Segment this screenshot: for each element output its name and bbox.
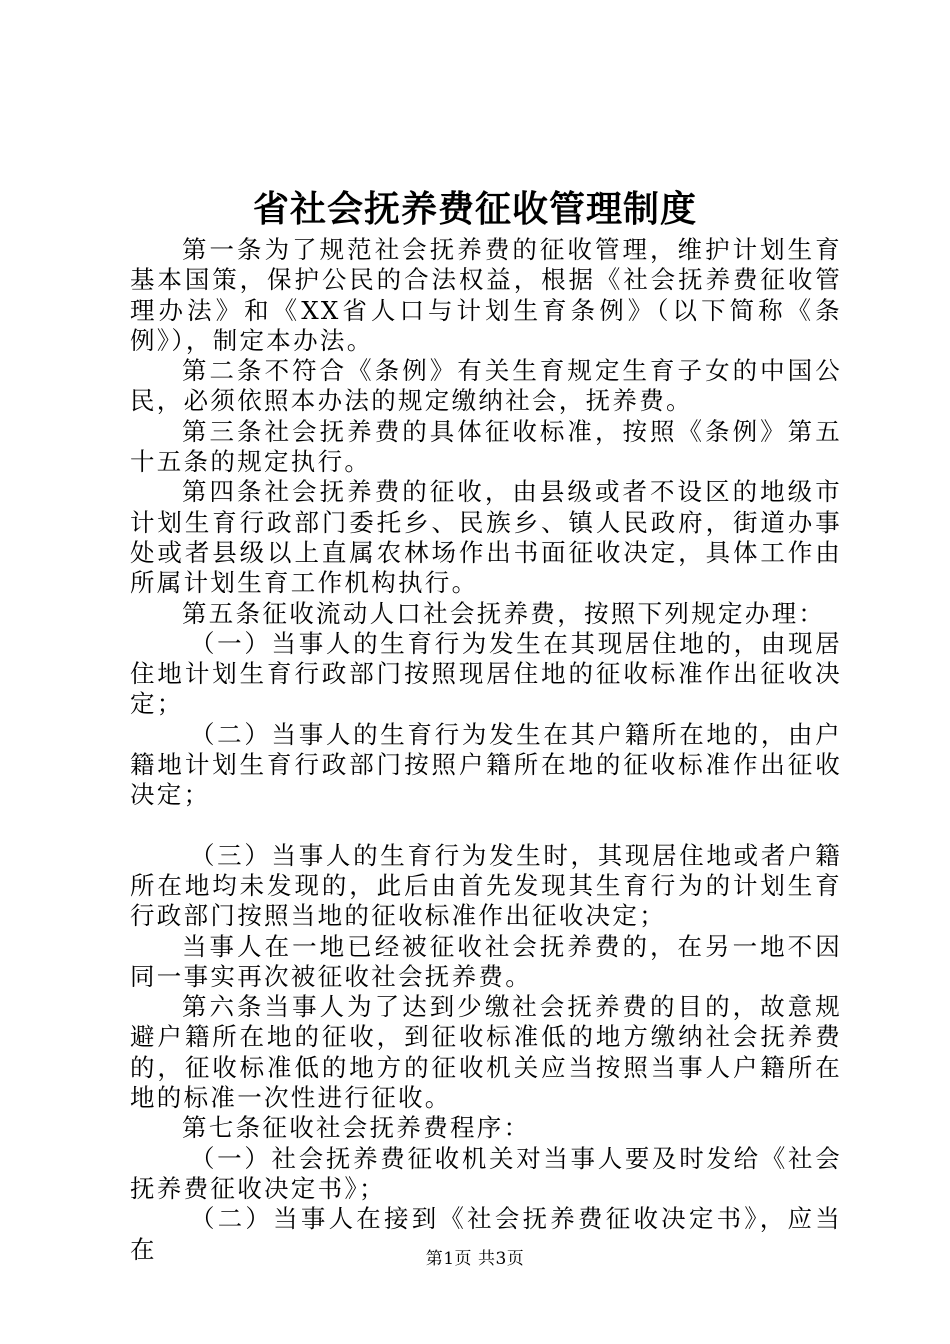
paragraph-article-7-item-1: （一）社会抚养费征收机关对当事人要及时发给《社会抚养费征收决定书》； <box>130 1143 842 1203</box>
paragraph-article-3: 第三条社会抚养费的具体征收标准，按照《条例》第五十五条的规定执行。 <box>130 416 842 477</box>
document-body <box>130 235 842 1265</box>
paragraph-article-7-item-2: （二）当事人在接到《社会抚养费征收决定书》，应当在 <box>130 1204 842 1264</box>
document-title: 省社会抚养费征收管理制度 <box>252 189 697 230</box>
paragraph-article-5-item-1: （一）当事人的生育行为发生在其现居住地的，由现居住地计划生育行政部门按照现居住地的征收标准作出征收决定； <box>130 628 842 719</box>
paragraph-article-5-note: 当事人在一地已经被征收社会抚养费的，在另一地不因同一事实再次被征收社会抚养费。 <box>130 931 842 991</box>
page-number-footer: 第1页 共3页 <box>425 1249 525 1269</box>
paragraph-article-2: 第二条不符合《条例》有关生育规定生育子女的中国公民，必须依照本办法的规定缴纳社会，抚养费。 <box>130 356 842 416</box>
paragraph-article-5-item-2: （二）当事人的生育行为发生在其户籍所在地的，由户籍地计划生育行政部门按照户籍所在地的征收标准作出征收决定； <box>130 719 842 810</box>
paragraph-article-5: 第五条征收流动人口社会抚养费，按照下列规定办理： <box>182 598 826 628</box>
paragraph-article-7: 第七条征收社会抚养费程序： <box>182 1113 531 1143</box>
paragraph-article-4: 第四条社会抚养费的征收，由县级或者不设区的地级市计划生育行政部门委托乡、民族乡、镇人民政府，街道办事处或者县级以上直属农林场作出书面征收决定，具体工作由所属计划生育工作机构执行。 <box>130 477 842 598</box>
paragraph-article-1: 第一条为了规范社会抚养费的征收管理，维护计划生育基本国策，保护公民的合法权益，根据《社会抚养费征收管理办法》和《XX省人口与计划生育条例》（以下简称《条例》），制定本办法。 <box>130 235 842 355</box>
paragraph-article-6: 第六条当事人为了达到少缴社会抚养费的目的，故意规避户籍所在地的征收，到征收标准低的地方缴纳社会抚养费的，征收标准低的地方的征收机关应当按照当事人户籍所在地的标准一次性进行征收。 <box>130 992 842 1113</box>
paragraph-article-5-item-3: （三）当事人的生育行为发生时，其现居住地或者户籍所在地均未发现的，此后由首先发现其生育行为的计划生育行政部门按照当地的征收标准作出征收决定； <box>130 840 842 931</box>
